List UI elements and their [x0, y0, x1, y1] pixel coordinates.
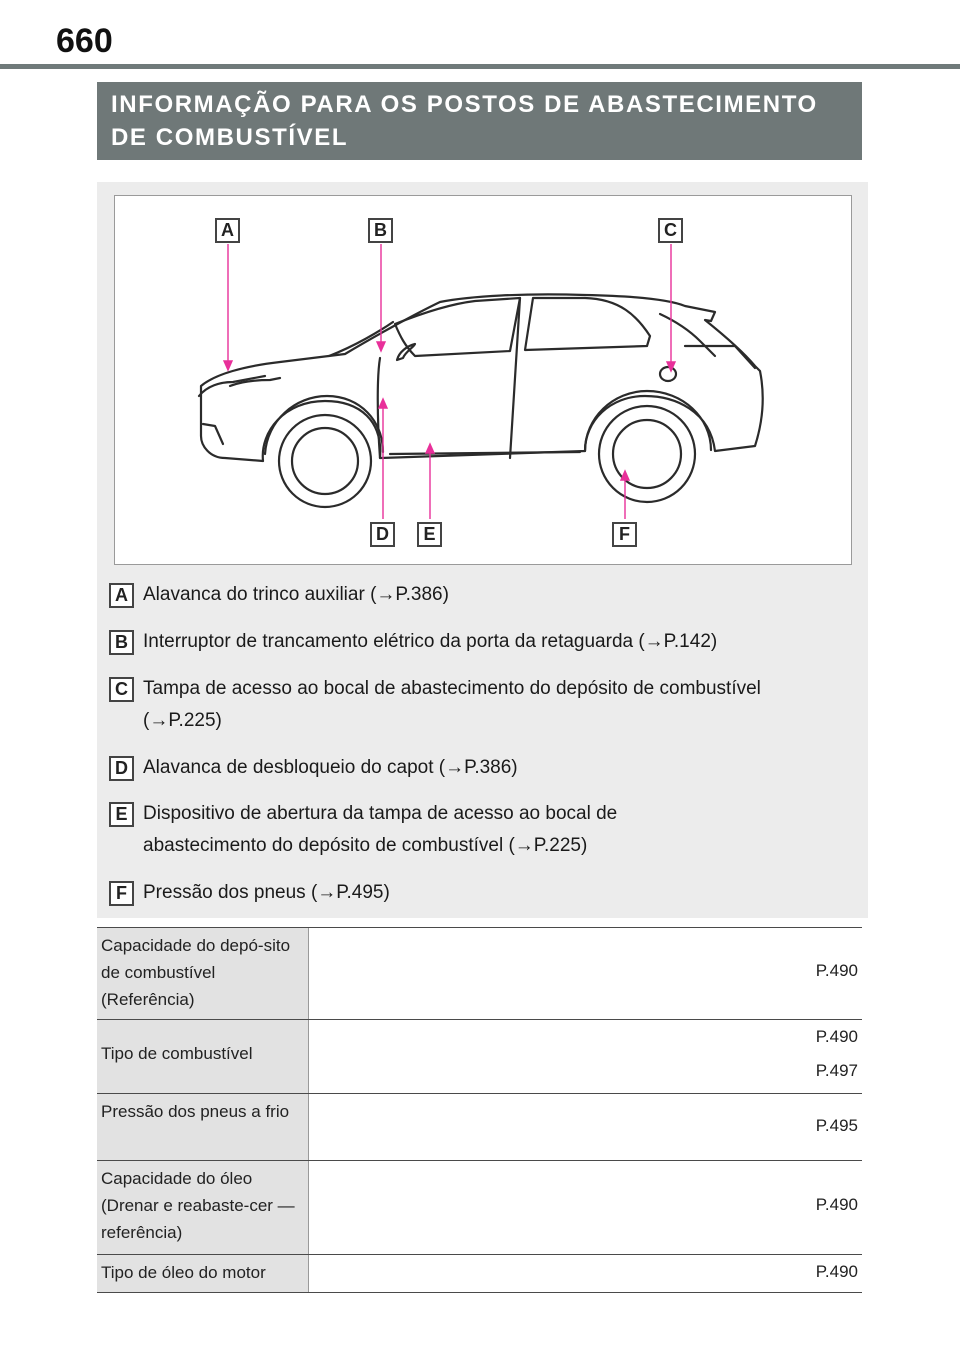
callout-d: D [370, 522, 395, 547]
section-title-line-1: INFORMAÇÃO PARA OS POSTOS DE ABASTECIMENTO [111, 91, 818, 118]
page-reference-link[interactable]: P.490 [815, 1262, 858, 1281]
legend-text-f: Pressão dos pneus (→P.495) [143, 882, 390, 903]
section-header [97, 82, 862, 160]
page-number: 660 [56, 22, 113, 60]
top-rule [0, 64, 960, 69]
table-row [97, 1094, 862, 1161]
car-side-illustration [115, 196, 853, 566]
spec-label: Tipo de óleo do motor [97, 1255, 309, 1292]
legend-text-b: Interruptor de trancamento elétrico da porta da retaguarda (→P.142) [143, 631, 718, 652]
spec-label: Tipo de combustível [97, 1020, 309, 1093]
page-reference-link[interactable]: P.497 [815, 1061, 858, 1080]
table-row [97, 1161, 862, 1255]
legend-text-c: Tampa de acesso ao bocal de abastecimento do depósito de combustível (→P.225) [143, 678, 761, 731]
spec-label: Capacidade do óleo (Drenar e reabaste-cer — referência) [97, 1161, 309, 1254]
section-title-line-2: DE COMBUSTÍVEL [111, 124, 349, 151]
page-reference-link[interactable]: P.490 [815, 961, 858, 980]
callout-a: A [215, 218, 240, 243]
page-reference-link[interactable]: P.490 [815, 1027, 858, 1046]
page-reference-link[interactable]: P.490 [815, 1195, 858, 1214]
legend-text-a: Alavanca do trinco auxiliar (→P.386) [143, 584, 449, 605]
legend-text-e: Dispositivo de abertura da tampa de acesso ao bocal de abastecimento do depósito de combustível (→P.225) [143, 803, 618, 856]
spec-table [97, 927, 862, 1293]
legend-letter-f: F [109, 881, 134, 906]
legend-letter-c: C [109, 677, 134, 702]
info-panel [97, 182, 868, 918]
callout-b: B [368, 218, 393, 243]
callout-f: F [612, 522, 637, 547]
legend-text-d: Alavanca de desbloqueio do capot (→P.386) [143, 757, 518, 778]
table-row [97, 1020, 862, 1094]
callout-e: E [417, 522, 442, 547]
table-row [97, 927, 862, 1020]
spec-label: Capacidade do depó-sito de combustível (Referência) [97, 928, 309, 1019]
table-row [97, 1255, 862, 1293]
legend-letter-a: A [109, 583, 134, 608]
spec-label: Pressão dos pneus a frio [97, 1094, 309, 1160]
legend-letter-e: E [109, 802, 134, 827]
vehicle-diagram [114, 195, 852, 565]
callout-c: C [658, 218, 683, 243]
legend-letter-b: B [109, 630, 134, 655]
legend-letter-d: D [109, 756, 134, 781]
page-reference-link[interactable]: P.495 [815, 1116, 858, 1135]
